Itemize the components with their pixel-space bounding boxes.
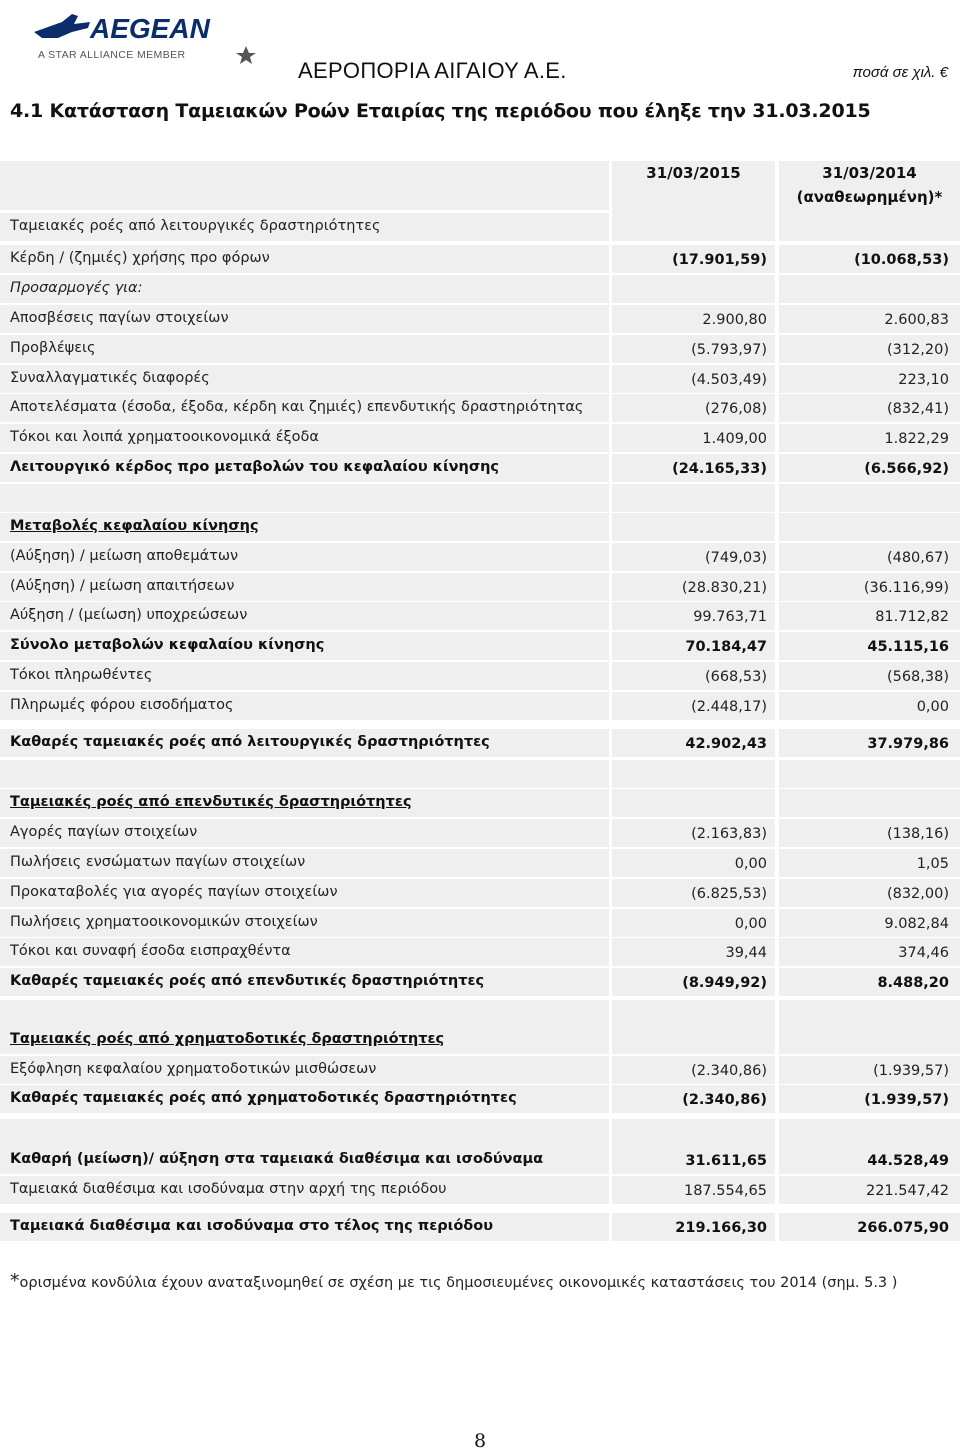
row-value-2014: 37.979,86 — [867, 736, 949, 752]
row-value-2015: 187.554,65 — [683, 1183, 767, 1199]
table-row — [0, 1213, 960, 1241]
star-alliance-icon — [236, 46, 256, 64]
row-label: (Αύξηση) / μείωση απαιτήσεων — [10, 578, 235, 594]
row-value-2015: (2.340,86) — [691, 1063, 767, 1079]
row-value-2014: 1,05 — [916, 856, 949, 872]
row-label: Ταμειακά διαθέσιμα και ισοδύναμα στην αρχή της περιόδου — [10, 1181, 447, 1197]
table-row — [0, 1146, 960, 1174]
row-label: Αποσβέσεις παγίων στοιχείων — [10, 310, 229, 326]
table-row — [0, 305, 960, 333]
row-value-2015: 0,00 — [734, 916, 767, 932]
row-value-2014: (1.939,57) — [864, 1092, 949, 1108]
row-label: Καθαρές ταμειακές ροές από λειτουργικές δραστηριότητες — [10, 734, 490, 750]
statement-title: 4.1 Κατάσταση Ταμειακών Ροών Εταιρίας της περιόδου που έληξε την 31.03.2015 — [10, 100, 871, 122]
row-value-2015: (668,53) — [704, 669, 767, 685]
table-row — [0, 819, 960, 847]
row-value-2015: (4.503,49) — [691, 372, 767, 388]
row-value-2015: (2.163,83) — [691, 826, 767, 842]
aegean-logo — [28, 8, 268, 68]
table-row — [0, 1056, 960, 1084]
row-value-2014: (832,41) — [886, 401, 949, 417]
row-label: Πωλήσεις χρηματοοικονομικών στοιχείων — [10, 914, 318, 930]
table-row — [0, 1119, 960, 1147]
row-value-2015: 2.900,80 — [702, 312, 767, 328]
table-row — [0, 365, 960, 393]
row-label: Πωλήσεις ενσώματων παγίων στοιχείων — [10, 854, 306, 870]
table-row — [0, 245, 960, 273]
row-value-2014: (312,20) — [886, 342, 949, 358]
table-row — [0, 394, 960, 422]
col2-header-note: (αναθεωρημένη)* — [796, 188, 943, 206]
row-value-2014: 223,10 — [898, 372, 949, 388]
page-number: 8 — [473, 1430, 487, 1452]
table-row — [0, 1026, 960, 1054]
row-label: Τόκοι πληρωθέντες — [10, 667, 153, 683]
row-value-2014: (832,00) — [886, 886, 949, 902]
row-value-2014: 2.600,83 — [884, 312, 949, 328]
footnote — [10, 1270, 897, 1292]
aircraft-icon — [34, 14, 90, 38]
logo-tagline: A STAR ALLIANCE MEMBER — [38, 49, 186, 61]
table-row — [0, 454, 960, 482]
table-row — [0, 879, 960, 907]
row-value-2015: 99.763,71 — [693, 609, 767, 625]
row-label: Καθαρή (μείωση)/ αύξηση στα ταμειακά διαθέσιμα και ισοδύναμα — [10, 1151, 544, 1167]
row-value-2014: 374,46 — [898, 945, 949, 961]
row-label: Καθαρές ταμειακές ροές από χρηματοδοτικές δραστηριότητες — [10, 1090, 517, 1106]
company-name: ΑΕΡΟΠΟΡΙΑ ΑΙΓΑΙΟΥ Α.Ε. — [298, 58, 567, 83]
header-label-bg — [0, 161, 609, 210]
row-value-2014: 8.488,20 — [877, 975, 949, 991]
row-value-2015: (6.825,53) — [691, 886, 767, 902]
row-value-2014: 81.712,82 — [875, 609, 949, 625]
row-value-2015: 42.902,43 — [685, 736, 767, 752]
table-row — [0, 662, 960, 690]
table-row — [0, 424, 960, 452]
table-row — [0, 1000, 960, 1028]
row-value-2014: 45.115,16 — [867, 639, 949, 655]
col2-header: 31/03/2014 — [822, 164, 917, 182]
table-row — [0, 692, 960, 720]
row-value-2015: (17.901,59) — [672, 252, 767, 268]
row-value-2015: 0,00 — [734, 856, 767, 872]
table-row — [0, 729, 960, 757]
row-value-2015: (8.949,92) — [682, 975, 767, 991]
table-row — [0, 275, 960, 303]
table-row — [0, 513, 960, 541]
row-value-2014: 1.822,29 — [884, 431, 949, 447]
amount-unit: ποσά σε χιλ. € — [852, 64, 948, 81]
row-value-2015: (276,08) — [704, 401, 767, 417]
row-value-2014: 266.075,90 — [857, 1220, 949, 1236]
row-label: Αγορές παγίων στοιχείων — [10, 824, 198, 840]
row-label: Καθαρές ταμειακές ροές από επενδυτικές δραστηριότητες — [10, 973, 485, 989]
row-value-2015: 1.409,00 — [702, 431, 767, 447]
table-row — [0, 602, 960, 630]
row-label: Συναλλαγματικές διαφορές — [10, 370, 210, 386]
row-label: Προκαταβολές για αγορές παγίων στοιχείων — [10, 884, 338, 900]
col1-header: 31/03/2015 — [646, 164, 741, 182]
row-label: Πληρωμές φόρου εισοδήματος — [10, 697, 234, 713]
table-row — [0, 632, 960, 660]
row-value-2015: (749,03) — [704, 550, 767, 566]
row-label: Τόκοι και λοιπά χρηματοοικονομικά έξοδα — [10, 429, 319, 445]
row-value-2014: (36.116,99) — [863, 580, 949, 596]
table-row — [0, 543, 960, 571]
row-label: Αποτελέσματα (έσοδα, έξοδα, κέρδη και ζημιές) επενδυτικής δραστηριότητας — [10, 399, 584, 415]
table-row — [0, 849, 960, 877]
row-label: Ταμειακά διαθέσιμα και ισοδύναμα στο τέλος της περιόδου — [10, 1218, 494, 1234]
row-value-2014: 0,00 — [916, 699, 949, 715]
table-row — [0, 938, 960, 966]
table-row — [0, 909, 960, 937]
row-label: Σύνολο μεταβολών κεφαλαίου κίνησης — [10, 637, 325, 653]
row-value-2014: (1.939,57) — [873, 1063, 949, 1079]
table-row — [0, 1085, 960, 1113]
row-label: Ταμειακές ροές από λειτουργικές δραστηριότητες — [10, 218, 381, 234]
footnote-marker: * — [10, 1270, 20, 1292]
row-label: Προσαρμογές για: — [10, 280, 143, 296]
row-label: Εξόφληση κεφαλαίου χρηματοδοτικών μισθώσεων — [10, 1061, 377, 1077]
table-row — [0, 789, 960, 817]
table-row — [0, 213, 960, 241]
row-value-2015: (2.448,17) — [691, 699, 767, 715]
row-label: Ταμειακές ροές από επενδυτικές δραστηριότητες — [10, 794, 412, 810]
row-value-2014: (138,16) — [886, 826, 949, 842]
row-value-2014: (6.566,92) — [864, 461, 949, 477]
row-value-2015: (24.165,33) — [672, 461, 767, 477]
row-value-2014: 44.528,49 — [867, 1153, 949, 1169]
row-value-2014: (568,38) — [886, 669, 949, 685]
row-value-2014: 9.082,84 — [884, 916, 949, 932]
row-label: Μεταβολές κεφαλαίου κίνησης — [10, 518, 259, 534]
row-value-2014: (10.068,53) — [854, 252, 949, 268]
table-row — [0, 760, 960, 788]
table-row — [0, 573, 960, 601]
footnote-text: ορισμένα κονδύλια έχουν αναταξινομηθεί σε σχέση με τις δημοσιευμένες οικονομικές καταστάσεις του 2014 (σημ. 5.3 ) — [19, 1275, 898, 1291]
row-value-2015: (5.793,97) — [691, 342, 767, 358]
row-label: Τόκοι και συναφή έσοδα εισπραχθέντα — [10, 943, 291, 959]
row-value-2015: (2.340,86) — [682, 1092, 767, 1108]
row-label: Αύξηση / (μείωση) υποχρεώσεων — [10, 607, 248, 623]
row-value-2014: (480,67) — [886, 550, 949, 566]
row-value-2015: 219.166,30 — [675, 1220, 767, 1236]
row-label: Ταμειακές ροές από χρηματοδοτικές δραστηριότητες — [10, 1031, 445, 1047]
logo-wordmark: AEGEAN — [90, 13, 210, 44]
row-value-2015: 31.611,65 — [685, 1153, 767, 1169]
row-label: (Αύξηση) / μείωση αποθεμάτων — [10, 548, 239, 564]
row-label: Κέρδη / (ζημιές) χρήσης προ φόρων — [10, 250, 270, 266]
table-row — [0, 484, 960, 512]
row-value-2015: 39,44 — [725, 945, 767, 961]
row-label: Λειτουργικό κέρδος προ μεταβολών του κεφαλαίου κίνησης — [10, 459, 500, 475]
table-row — [0, 335, 960, 363]
row-label: Προβλέψεις — [10, 340, 96, 356]
table-row — [0, 968, 960, 996]
table-row — [0, 1176, 960, 1204]
row-value-2015: 70.184,47 — [685, 639, 767, 655]
row-value-2014: 221.547,42 — [865, 1183, 949, 1199]
row-value-2015: (28.830,21) — [681, 580, 767, 596]
